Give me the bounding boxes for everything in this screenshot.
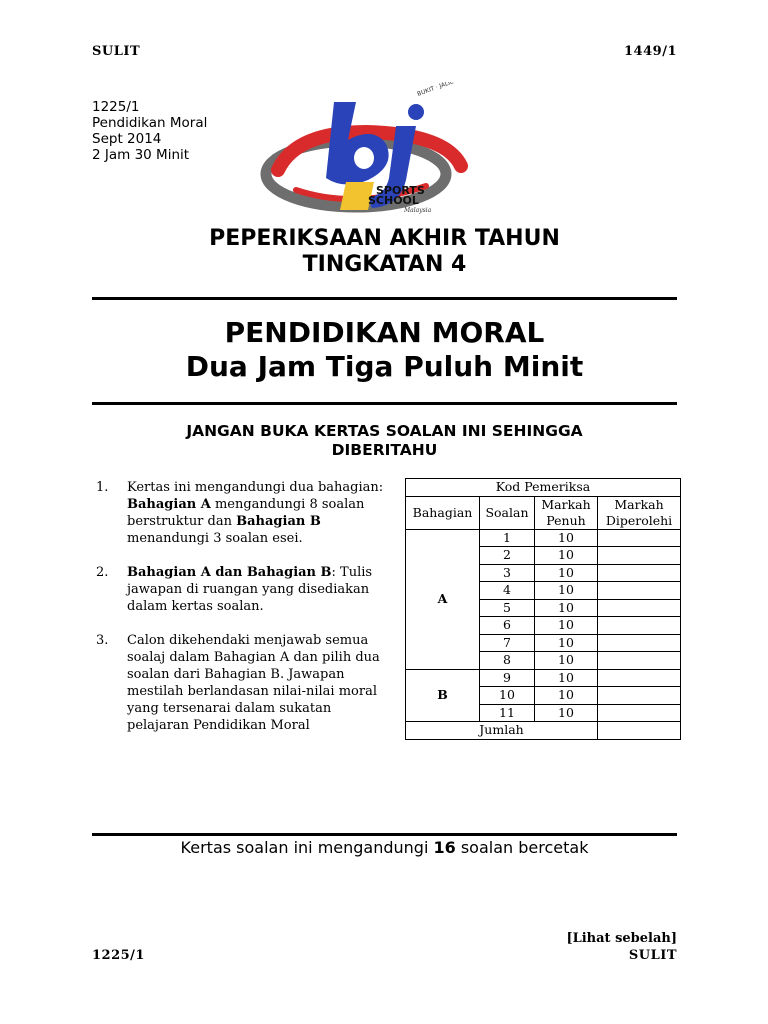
markah-penuh-cell: 10 xyxy=(535,617,598,635)
header-paper-code: 1449/1 xyxy=(624,44,677,59)
header-sulit: SULIT xyxy=(92,44,141,59)
instruction-text: Bahagian A xyxy=(127,497,211,512)
soalan-cell: 6 xyxy=(480,617,535,635)
page-count-post: soalan bercetak xyxy=(455,838,589,857)
instructions xyxy=(96,479,396,751)
soalan-cell: 2 xyxy=(480,547,535,565)
school-logo-graphic xyxy=(256,82,476,217)
instruction-text: Kertas ini mengandungi dua bahagian: xyxy=(127,480,384,495)
soalan-cell: 3 xyxy=(480,564,535,582)
soalan-cell: 7 xyxy=(480,634,535,652)
table-row xyxy=(406,669,681,687)
exam-title-line1: PEPERIKSAAN AKHIR TAHUN xyxy=(209,226,560,251)
markah-diperolehi-cell[interactable] xyxy=(598,669,681,687)
meta-code: 1225/1 xyxy=(92,99,140,115)
section-label-b: B xyxy=(406,669,480,722)
warning-line2: DIBERITAHU xyxy=(331,441,438,459)
col-markah-diperolehi-l2: Diperolehi xyxy=(605,512,673,528)
instruction-item xyxy=(96,564,396,615)
footer-paper-code: 1225/1 xyxy=(92,948,145,963)
instruction-text: Bahagian A dan Bahagian B xyxy=(127,565,332,580)
table-title: Kod Pemeriksa xyxy=(406,479,681,497)
logo-blue-b xyxy=(326,102,389,185)
col-markah-diperolehi xyxy=(598,496,681,529)
instruction-text: Calon dikehendaki menjawab semua soalaj dalam Bahagian A dan pilih dua soalan dari Bahagian B. Jawapan mestilah berlandasan nilai-nilai moral yang tersenarai dalam sukatan pelajaran Pendidikan Moral xyxy=(127,633,380,733)
section-b-rows xyxy=(406,669,681,722)
markah-penuh-cell: 10 xyxy=(535,704,598,722)
markah-penuh-cell: 10 xyxy=(535,687,598,705)
soalan-cell: 10 xyxy=(480,687,535,705)
instruction-text: menandungi 3 soalan esei. xyxy=(127,531,303,546)
soalan-cell: 5 xyxy=(480,599,535,617)
markah-diperolehi-cell[interactable] xyxy=(598,687,681,705)
markah-diperolehi-cell[interactable] xyxy=(598,704,681,722)
markah-penuh-cell: 10 xyxy=(535,652,598,670)
paper-title-subject: PENDIDIKAN MORAL xyxy=(224,316,545,349)
markah-diperolehi-cell[interactable] xyxy=(598,564,681,582)
markah-diperolehi-cell[interactable] xyxy=(598,634,681,652)
markah-penuh-cell: 10 xyxy=(535,582,598,600)
school-logo xyxy=(256,82,476,217)
paper-title-duration: Dua Jam Tiga Puluh Minit xyxy=(185,350,584,383)
page-count-pre: Kertas soalan ini mengandungi xyxy=(180,838,434,857)
logo-text-top: BUKIT · JALIL xyxy=(416,82,455,98)
instruction-text: : Tulis jawapan di ruangan yang disediakan dalam kertas soalan. xyxy=(127,565,373,614)
soalan-cell: 8 xyxy=(480,652,535,670)
exam-title-line2: TINGKATAN 4 xyxy=(302,252,467,277)
lihat-sebelah: [Lihat sebelah] xyxy=(566,931,677,946)
page-count-note xyxy=(92,838,677,857)
markah-penuh-cell: 10 xyxy=(535,529,598,547)
markah-penuh-cell: 10 xyxy=(535,669,598,687)
total-label: Jumlah xyxy=(406,722,598,740)
col-soalan: Soalan xyxy=(480,496,535,529)
table-row xyxy=(406,529,681,547)
logo-text-school: SCHOOL xyxy=(368,194,419,207)
instruction-text: mengandungi 8 soalan berstruktur dan xyxy=(127,497,365,529)
instruction-list xyxy=(96,479,396,734)
markah-diperolehi-cell[interactable] xyxy=(598,599,681,617)
logo-b-hole xyxy=(354,147,374,169)
instruction-text: Bahagian B xyxy=(236,514,321,529)
logo-j-dot xyxy=(408,104,424,120)
instruction-number: 3. xyxy=(96,633,109,648)
markah-diperolehi-cell[interactable] xyxy=(598,617,681,635)
logo-text-sports: SPORTS xyxy=(376,184,425,197)
markah-penuh-cell: 10 xyxy=(535,547,598,565)
footer-sulit: SULIT xyxy=(628,948,677,963)
divider-top xyxy=(92,297,677,300)
col-markah-penuh xyxy=(535,496,598,529)
instruction-number: 2. xyxy=(96,565,109,580)
markah-diperolehi-cell[interactable] xyxy=(598,652,681,670)
col-markah-penuh-l1: Markah xyxy=(541,496,591,512)
col-markah-diperolehi-l1: Markah xyxy=(614,496,664,512)
markah-penuh-cell: 10 xyxy=(535,599,598,617)
divider-middle xyxy=(92,402,677,405)
logo-text-malaysia: Malaysia xyxy=(404,207,432,214)
page-count-number: 16 xyxy=(433,838,456,857)
markah-penuh-cell: 10 xyxy=(535,564,598,582)
paper-title xyxy=(92,316,677,384)
meta-date: Sept 2014 xyxy=(92,131,162,147)
markah-diperolehi-cell[interactable] xyxy=(598,582,681,600)
warning-notice xyxy=(92,422,677,460)
instruction-number: 1. xyxy=(96,480,109,495)
examiner-table xyxy=(405,478,681,740)
markah-penuh-cell: 10 xyxy=(535,634,598,652)
total-value xyxy=(598,722,681,740)
soalan-cell: 11 xyxy=(480,704,535,722)
soalan-cell: 9 xyxy=(480,669,535,687)
col-markah-penuh-l2: Penuh xyxy=(546,512,586,528)
meta-duration: 2 Jam 30 Minit xyxy=(92,147,190,163)
section-a-rows xyxy=(406,529,681,669)
exam-meta xyxy=(92,99,207,163)
meta-subject: Pendidikan Moral xyxy=(92,115,208,131)
soalan-cell: 1 xyxy=(480,529,535,547)
markah-diperolehi-cell[interactable] xyxy=(598,547,681,565)
warning-line1: JANGAN BUKA KERTAS SOALAN INI SEHINGGA xyxy=(186,422,583,440)
markah-diperolehi-cell[interactable] xyxy=(598,529,681,547)
section-label-a: A xyxy=(406,529,480,669)
exam-title xyxy=(92,226,677,278)
instruction-item xyxy=(96,479,396,547)
divider-bottom xyxy=(92,833,677,836)
soalan-cell: 4 xyxy=(480,582,535,600)
col-bahagian: Bahagian xyxy=(406,496,480,529)
instruction-item xyxy=(96,632,396,734)
